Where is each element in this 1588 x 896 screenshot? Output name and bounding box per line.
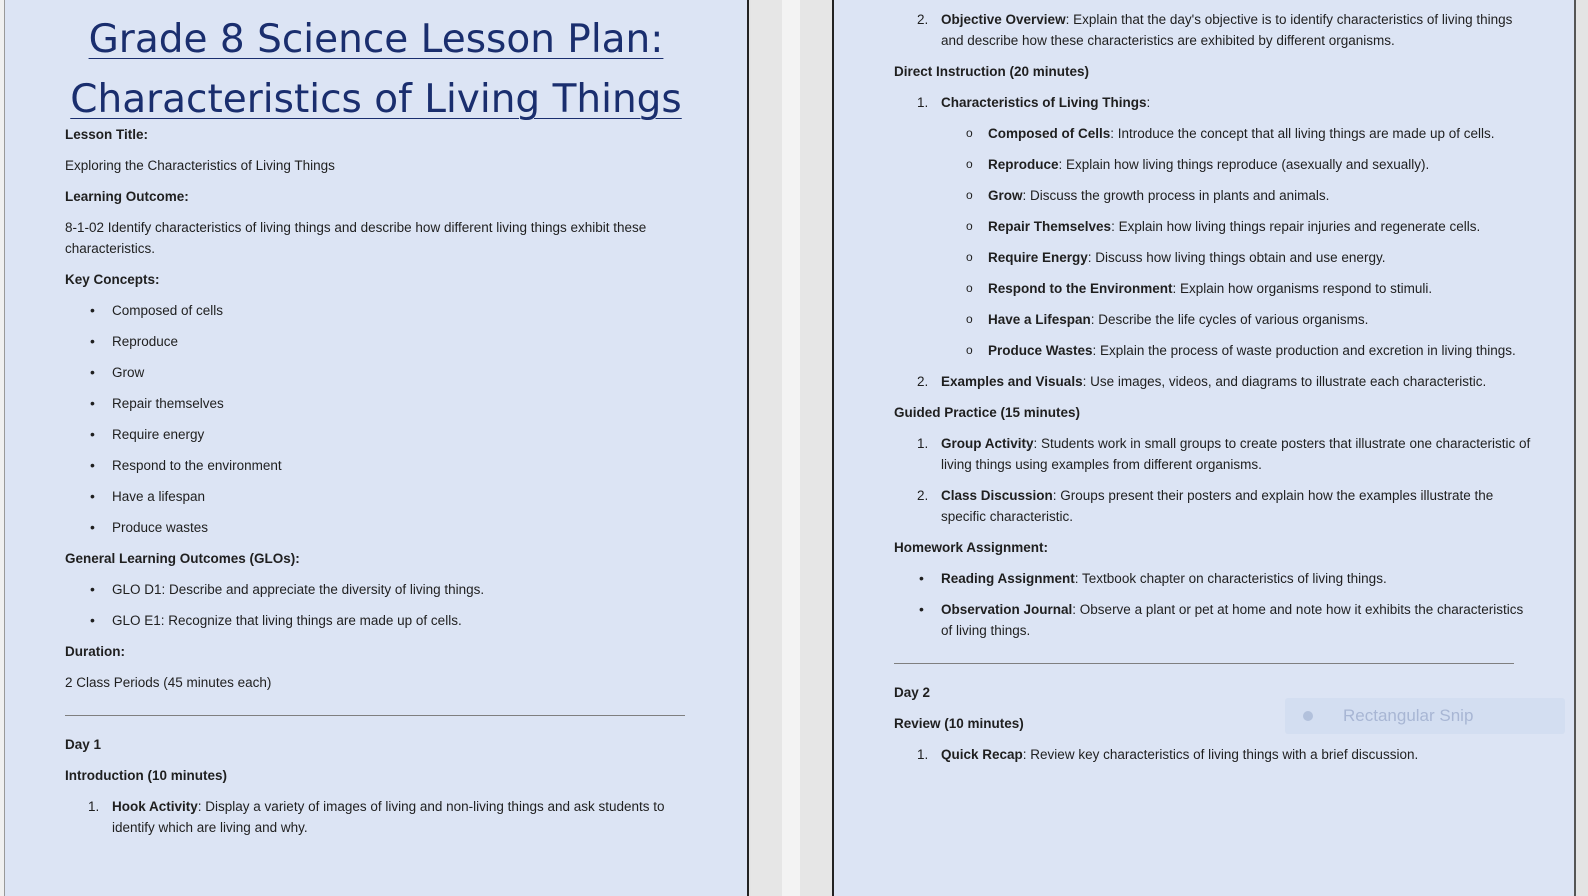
snip-record-icon — [1303, 711, 1313, 721]
left-content — [65, 124, 705, 848]
intro-label: Introduction (10 minutes) — [65, 768, 227, 783]
learning-outcome-label: Learning Outcome: — [65, 189, 189, 204]
glo-label: General Learning Outcomes (GLOs): — [65, 551, 300, 566]
item-text: : Observe a plant or pet at home and note how it exhibits the characteristics of living things. — [941, 602, 1524, 638]
document-page-left — [5, 0, 749, 896]
homework-list — [894, 568, 1534, 641]
list-number: 1. — [917, 747, 929, 762]
item-title: Group Activity — [941, 436, 1034, 451]
list-item — [941, 599, 1534, 641]
item-text: : Review key characteristics of living things with a brief discussion. — [1022, 747, 1419, 762]
item-title: Grow — [988, 188, 1023, 203]
review-label: Review (10 minutes) — [894, 716, 1024, 731]
document-page-right — [832, 0, 1576, 896]
sub-list-item — [988, 154, 1534, 175]
list-number: 2. — [917, 374, 929, 389]
duration-label: Duration: — [65, 644, 125, 659]
guided-practice-list — [894, 433, 1534, 527]
gutter-strip — [782, 0, 800, 896]
list-item — [917, 9, 1534, 51]
item-text: : Explain how living things repair injuries and regenerate cells. — [1111, 219, 1481, 234]
list-item — [88, 796, 705, 838]
sub-list-item — [988, 216, 1534, 237]
direct-instruction-list — [894, 92, 1534, 392]
homework-label: Homework Assignment: — [894, 540, 1049, 555]
list-item: • Composed of cells — [112, 300, 705, 321]
list-item: • Repair themselves — [112, 393, 705, 414]
list-item — [941, 568, 1534, 589]
item-title: Objective Overview — [941, 12, 1066, 27]
characteristics-sublist — [941, 123, 1534, 361]
item-title: Composed of Cells — [988, 126, 1111, 141]
item-text: : Discuss how living things obtain and use energy. — [1087, 250, 1386, 265]
item-title: Reading Assignment — [941, 571, 1075, 586]
list-item — [917, 371, 1534, 392]
list-number: 1. — [917, 95, 929, 110]
item-title: Produce Wastes — [988, 343, 1093, 358]
section-divider — [65, 715, 685, 716]
item-text: : Explain how living things reproduce (asexually and sexually). — [1058, 157, 1430, 172]
day2-label: Day 2 — [894, 685, 931, 700]
intro-list — [65, 796, 705, 838]
item-text: : Use images, videos, and diagrams to illustrate each characteristic. — [1082, 374, 1487, 389]
item-text: : Textbook chapter on characteristics of living things. — [1074, 571, 1387, 586]
right-content — [894, 9, 1534, 775]
lesson-title-value: Exploring the Characteristics of Living Things — [65, 158, 335, 173]
snip-label: Rectangular Snip — [1343, 706, 1474, 725]
item-text: : — [1146, 95, 1151, 110]
title-line-1: Grade 8 Science Lesson Plan: — [88, 17, 664, 62]
list-item: • Reproduce — [112, 331, 705, 352]
sub-list-item — [988, 123, 1534, 144]
sub-list-item — [988, 340, 1534, 361]
list-number: 1. — [88, 799, 100, 814]
item-title: Quick Recap — [941, 747, 1023, 762]
item-title: Observation Journal — [941, 602, 1073, 617]
item-text: : Discuss the growth process in plants and animals. — [1022, 188, 1330, 203]
list-number: 1. — [917, 436, 929, 451]
review-list — [894, 744, 1534, 765]
item-text: : Display a variety of images of living and non-living things and ask students to identify which are living and why. — [112, 799, 665, 835]
list-item — [917, 744, 1534, 765]
item-title: Repair Themselves — [988, 219, 1112, 234]
item-text: : Explain that the day's objective is to identify characteristics of living things and describe how these characteristics are exhibited by different organisms. — [941, 12, 1513, 48]
item-title: Reproduce — [988, 157, 1059, 172]
document-title — [5, 10, 747, 130]
item-text: : Students work in small groups to create posters that illustrate one characteristic of living things using examples from different organisms. — [941, 436, 1531, 472]
guided-practice-label: Guided Practice (15 minutes) — [894, 405, 1081, 420]
item-title: Examples and Visuals — [941, 374, 1083, 389]
sub-list-item — [988, 247, 1534, 268]
rectangular-snip-overlay[interactable] — [1285, 698, 1565, 734]
item-title: Class Discussion — [941, 488, 1053, 503]
item-title: Have a Lifespan — [988, 312, 1091, 327]
day1-label: Day 1 — [65, 737, 102, 752]
list-item — [917, 485, 1534, 527]
sub-list-item — [988, 185, 1534, 206]
list-item: • Grow — [112, 362, 705, 383]
intro-list-cont — [894, 9, 1534, 51]
list-item: • GLO D1: Describe and appreciate the diversity of living things. — [112, 579, 705, 600]
glo-list — [65, 579, 705, 631]
list-item — [917, 433, 1534, 475]
item-text: : Introduce the concept that all living things are made up of cells. — [1110, 126, 1495, 141]
item-title: Respond to the Environment — [988, 281, 1173, 296]
key-concepts-list — [65, 300, 705, 538]
duration-value: 2 Class Periods (45 minutes each) — [65, 675, 272, 690]
item-title: Characteristics of Living Things — [941, 95, 1147, 110]
item-title: Require Energy — [988, 250, 1088, 265]
lesson-title-label: Lesson Title: — [65, 127, 149, 142]
list-item: • GLO E1: Recognize that living things are made up of cells. — [112, 610, 705, 631]
key-concepts-label: Key Concepts: — [65, 272, 160, 287]
section-divider — [894, 663, 1514, 664]
list-item: • Produce wastes — [112, 517, 705, 538]
direct-instruction-label: Direct Instruction (20 minutes) — [894, 64, 1090, 79]
item-text: : Describe the life cycles of various organisms. — [1090, 312, 1369, 327]
title-line-2: Characteristics of Living Things — [70, 77, 682, 122]
list-number: 2. — [917, 12, 929, 27]
list-item: • Have a lifespan — [112, 486, 705, 507]
item-text: : Explain how organisms respond to stimuli. — [1172, 281, 1433, 296]
item-text: : Explain the process of waste production and excretion in living things. — [1092, 343, 1516, 358]
sub-list-item — [988, 278, 1534, 299]
sub-list-item — [988, 309, 1534, 330]
list-item: • Respond to the environment — [112, 455, 705, 476]
item-title: Hook Activity — [112, 799, 198, 814]
item-text: : Groups present their posters and explain how the examples illustrate the specific characteristic. — [941, 488, 1494, 524]
learning-outcome-value: 8-1-02 Identify characteristics of living things and describe how different living things exhibit these characteristics. — [65, 220, 647, 256]
list-item: • Require energy — [112, 424, 705, 445]
list-number: 2. — [917, 488, 929, 503]
list-item — [917, 92, 1534, 361]
